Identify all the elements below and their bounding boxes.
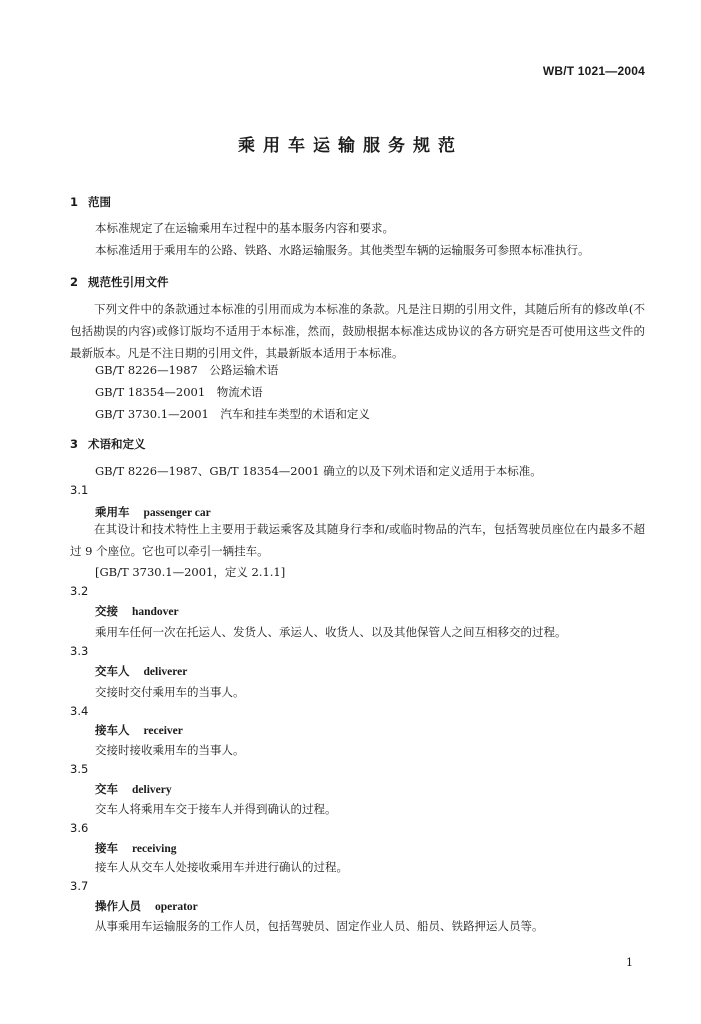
term-chinese: 交车人	[95, 664, 130, 678]
term-chinese: 接车	[95, 841, 118, 855]
section-1-paragraph-2: 本标准适用于乘用车的公路、铁路、水路运输服务。其他类型车辆的运输服务可参照本标准执行。	[95, 243, 590, 257]
term-definition: 乘用车任何一次在托运人、发货人、承运人、收货人、以及其他保管人之间互相移交的过程。	[95, 625, 567, 639]
term-heading	[95, 781, 172, 797]
term-definition: 交接时交付乘用车的当事人。	[95, 685, 245, 699]
section-3-heading	[70, 436, 146, 452]
document-title: 乘用车运输服务规范	[238, 136, 463, 156]
section-1-paragraph-1: 本标准规定了在运输乘用车过程中的基本服务内容和要求。	[95, 221, 394, 235]
term-english: handover	[132, 606, 179, 618]
term-heading	[95, 722, 183, 738]
term-english: receiver	[143, 725, 183, 737]
term-chinese: 交车	[95, 782, 118, 796]
section-2-heading	[70, 274, 169, 290]
term-english: deliverer	[143, 666, 188, 678]
term-number: 3.1	[70, 483, 89, 497]
term-definition: 交接时接收乘用车的当事人。	[95, 743, 245, 757]
section-number: 2	[70, 275, 79, 289]
term-number: 3.5	[70, 762, 89, 776]
term-number: 3.2	[70, 584, 89, 598]
normative-reference: GB/T 3730.1—2001 汽车和挂车类型的术语和定义	[95, 407, 370, 421]
term-chinese: 操作人员	[95, 899, 141, 913]
section-3-intro: GB/T 8226—1987、GB/T 18354—2001 确立的以及下列术语和定义适用于本标准。	[95, 464, 542, 478]
term-number: 3.3	[70, 644, 89, 658]
standard-code: WB/T 1021—2004	[542, 64, 645, 78]
term-number: 3.7	[70, 879, 89, 893]
normative-reference: GB/T 18354—2001 物流术语	[95, 385, 263, 399]
term-definition: 接车人从交车人处接收乘用车并进行确认的过程。	[95, 860, 348, 874]
term-english: passenger car	[143, 507, 211, 519]
term-chinese: 交接	[95, 604, 118, 618]
term-english: delivery	[132, 784, 172, 796]
term-heading	[95, 603, 179, 619]
term-english: receiving	[132, 843, 177, 855]
term-english: operator	[155, 901, 198, 913]
term-definition: 从事乘用车运输服务的工作人员，包括驾驶员、固定作业人员、船员、铁路押运人员等。	[95, 919, 544, 933]
section-2-paragraph: 下列文件中的条款通过本标准的引用而成为本标准的条款。凡是注日期的引用文件，其随后所有的修改单(不包括勘误的内容)或修订版均不适用于本标准，然而，鼓励根据本标准达成协议的各方研究是否可使用这些文件的最新版本。凡是不注日期的引用文件，其最新版本适用于本标准。	[70, 302, 645, 360]
section-title: 术语和定义	[88, 437, 146, 451]
term-heading	[95, 898, 198, 914]
term-definition: 在其设计和技术特性上主要用于载运乘客及其随身行李和/或临时物品的汽车，包括驾驶员座位在内最多不超过 9 个座位。它也可以牵引一辆挂车。	[70, 522, 645, 558]
normative-reference: GB/T 8226—1987 公路运输术语	[95, 363, 279, 377]
term-number: 3.4	[70, 704, 89, 718]
page-number: 1	[626, 956, 633, 969]
term-chinese: 接车人	[95, 723, 130, 737]
term-chinese: 乘用车	[95, 505, 130, 519]
term-number: 3.6	[70, 821, 89, 835]
section-number: 3	[70, 437, 79, 451]
term-heading	[95, 840, 177, 856]
section-title: 规范性引用文件	[88, 275, 169, 289]
term-heading	[95, 663, 187, 679]
section-1-heading	[70, 194, 111, 210]
term-source: [GB/T 3730.1—2001，定义 2.1.1]	[95, 565, 286, 579]
section-title: 范围	[88, 195, 111, 209]
term-definition: 交车人将乘用车交于接车人并得到确认的过程。	[95, 802, 337, 816]
section-number: 1	[70, 195, 79, 209]
